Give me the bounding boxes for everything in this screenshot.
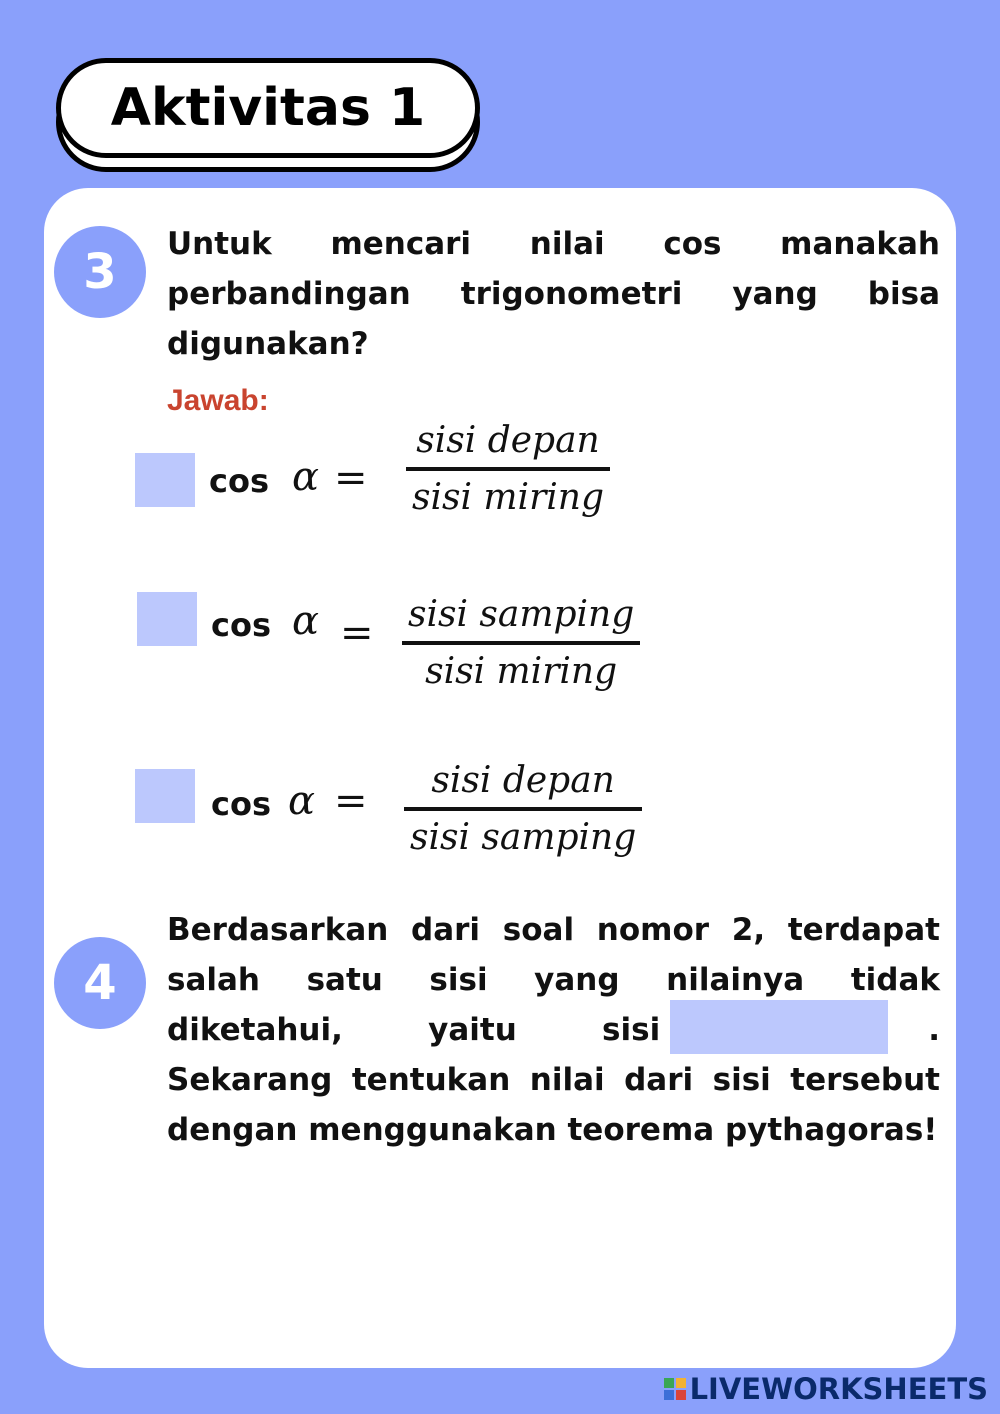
answer-label: Jawab: — [167, 384, 269, 417]
option-1-numerator: sisi depan — [416, 420, 600, 461]
option-2-fraction — [402, 594, 640, 692]
option-1-equals: = — [334, 455, 368, 501]
question-4-text — [167, 905, 940, 1155]
option-3-equals: = — [334, 778, 368, 824]
option-1-fraction — [406, 420, 610, 518]
option-3-fraction — [404, 760, 642, 858]
page-title: Aktivitas 1 — [110, 78, 426, 138]
liveworksheets-logo-icon — [664, 1378, 686, 1400]
option-3-alpha: α — [288, 778, 316, 824]
option-2-numerator: sisi samping — [408, 594, 635, 635]
side-answer-input[interactable] — [670, 1000, 888, 1054]
question-3-text: Untuk mencari nilai cos manakah perbandingan trigonometri yang bisa digunakan? — [167, 226, 940, 362]
option-2-alpha: α — [292, 598, 320, 644]
option-1-checkbox[interactable] — [135, 453, 195, 507]
question-4-text-before: Berdasarkan dari soal nomor 2, terdapat salah satu sisi yang nilainya tidak diketahui, yaitu sisi — [167, 912, 940, 1048]
title-pill — [56, 58, 480, 158]
option-3-cos: cos — [211, 785, 271, 823]
option-3-checkbox[interactable] — [135, 769, 195, 823]
question-4-text-after: . Sekarang tentukan nilai dari sisi tersebut dengan menggunakan teorema pythagoras! — [167, 1012, 940, 1148]
option-3-numerator: sisi depan — [431, 760, 615, 801]
option-1-alpha: α — [292, 454, 320, 500]
watermark-text: LIVEWORKSHEETS — [689, 1372, 988, 1406]
option-2-denominator: sisi miring — [425, 651, 618, 692]
option-3-denominator: sisi samping — [410, 817, 637, 858]
question-3-number: 3 — [54, 226, 146, 318]
question-4-number: 4 — [54, 937, 146, 1029]
option-2-cos: cos — [211, 606, 271, 644]
option-2-equals: = — [340, 610, 374, 656]
option-2-checkbox[interactable] — [137, 592, 197, 646]
liveworksheets-watermark — [664, 1372, 988, 1406]
option-1-denominator: sisi miring — [412, 477, 605, 518]
option-1-cos: cos — [209, 462, 269, 500]
